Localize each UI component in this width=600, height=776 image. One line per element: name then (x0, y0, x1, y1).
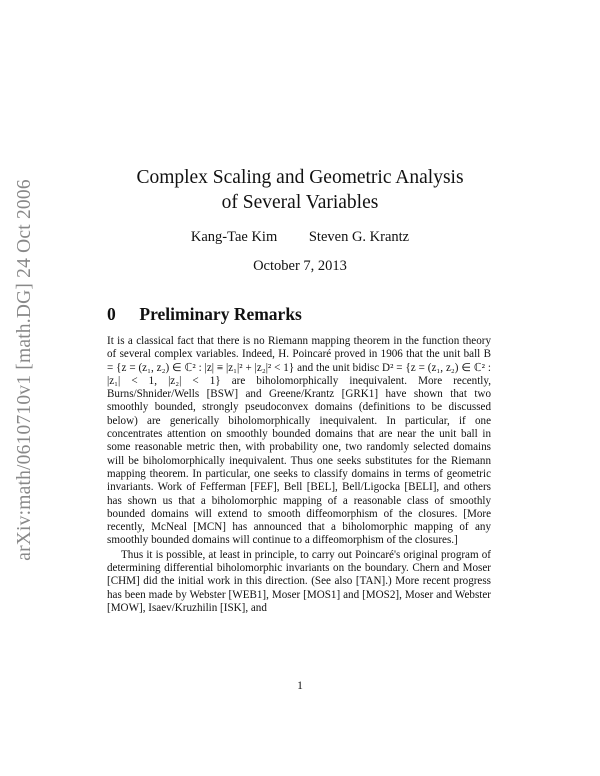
paragraph: Thus it is possible, at least in principle, to carry out Poincaré's original program of determining differential biholomorphic invariants on the boundary. Chern and Moser [CHM] did the initial work in this direction. (See also [TAN].) More recent progress has been made by Webster [WEB1], Moser [MOS1] and [MOS2], Moser and Webster [MOW], Isaev/Kruzhilin [ISK], and (107, 548, 491, 614)
page-number: 1 (297, 680, 303, 692)
paragraph: It is a classical fact that there is no Riemann mapping theorem in the function theory of several complex variables. Indeed, H. Poincaré proved in 1906 that the unit ball B = {z = (z₁, z₂) ∈ ℂ² : |z| ≡ |z₁|² + |z₂|² < 1} and the unit bidisc D² = {z = (z₁, z₂) ∈ ℂ² : |z₁| < 1, |z₂| < 1} are biholomorphically inequivalent. More recently, Burns/Shnider/Wells [BSW] and Greene/Krantz [GRK1] have shown that two smoothly bounded, strongly pseudoconvex domains (definitions to be discussed below) are generically biholomorphically inequivalent. In particular, if one concentrates attention on smoothly bounded domains that are near the unit ball in some reasonable metric then, with probability one, two randomly selected domains will be biholomorphically inequivalent. Thus one seeks substitutes for the Riemann mapping theorem. In particular, one seeks to classify domains in terms of geometric invariants. Work of Fefferman [FEF], Bell [BEL], Bell/Ligocka [BELI], and others has shown us that a biholomorphic mapping of a reasonable class of smoothly bounded domains will extend to smooth diffeomorphism of the closures. [More recently, McNeal [MCN] has announced that a biholomorphic mapping of any smoothly bounded domains will continue to a diffeomorphism of the closures.] (107, 335, 491, 547)
author-name: Kang-Tae Kim (190, 229, 278, 245)
paper-title (0, 165, 600, 215)
section-title: Preliminary Remarks (139, 304, 302, 324)
arxiv-identifier (10, 160, 40, 580)
title-line-1: Complex Scaling and Geometric Analysis (136, 167, 464, 188)
title-line-2: of Several Variables (221, 192, 379, 213)
body-text (107, 335, 491, 615)
arxiv-identifier-text: arXiv:math/0610710v1 [math.DG] 24 Oct 2006 (14, 179, 35, 561)
section-number: 0 (107, 304, 116, 324)
author-name: Steven G. Krantz (308, 229, 410, 245)
section-heading (107, 304, 302, 325)
author-list (0, 229, 600, 246)
paper-date: October 7, 2013 (253, 258, 347, 274)
